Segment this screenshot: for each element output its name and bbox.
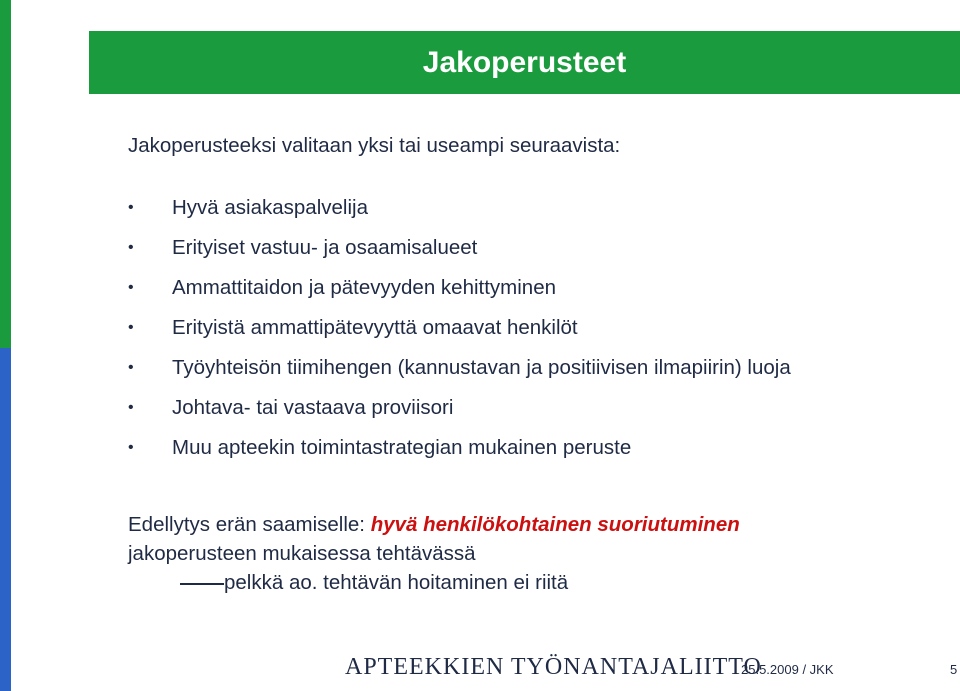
bullet-text: Erityiset vastuu- ja osaamisalueet: [172, 236, 478, 259]
list-item: [128, 312, 791, 352]
slide-title: Jakoperusteet: [422, 45, 627, 79]
list-item: [128, 192, 791, 232]
requirement-line-1: [128, 510, 740, 539]
requirement-line-3: [128, 568, 740, 597]
bullet-text: Erityistä ammattipätevyyttä omaavat henkilöt: [172, 316, 578, 339]
requirement-prefix: Edellytys erän saamiselle:: [128, 513, 371, 536]
page-number: 5: [950, 662, 958, 677]
footer-date-author: 25.5.2009 / JKK: [741, 662, 834, 677]
organization-logo: APTEEKKIEN TYÖNANTAJALIITTO: [345, 654, 762, 680]
requirement-block: [128, 510, 740, 597]
list-item: [128, 232, 791, 272]
bullet-icon: •: [128, 439, 134, 456]
list-item: [128, 392, 791, 432]
title-banner: [89, 31, 960, 94]
dash-icon: [180, 583, 224, 585]
list-item: [128, 272, 791, 312]
requirement-emphasis: hyvä henkilökohtainen suoriutuminen: [370, 513, 740, 536]
requirement-note: pelkkä ao. tehtävän hoitaminen ei riitä: [224, 571, 569, 594]
bullet-icon: •: [128, 279, 134, 296]
bullet-icon: •: [128, 199, 134, 216]
requirement-line-2: jakoperusteen mukaisessa tehtävässä: [128, 542, 476, 565]
bullet-icon: •: [128, 359, 134, 376]
bullet-text: Muu apteekin toimintastrategian mukainen peruste: [172, 436, 632, 459]
bullet-list: [128, 192, 791, 472]
left-accent-bar-blue: [0, 348, 11, 691]
bullet-icon: •: [128, 399, 134, 416]
bullet-icon: •: [128, 239, 134, 256]
list-item: [128, 432, 791, 472]
bullet-icon: •: [128, 319, 134, 336]
bullet-text: Hyvä asiakaspalvelija: [172, 196, 368, 219]
left-accent-bar-green: [0, 0, 11, 348]
bullet-text: Johtava- tai vastaava proviisori: [172, 396, 454, 419]
bullet-text: Työyhteisön tiimihengen (kannustavan ja positiivisen ilmapiirin) luoja: [172, 356, 791, 379]
bullet-text: Ammattitaidon ja pätevyyden kehittyminen: [172, 276, 557, 299]
intro-text: Jakoperusteeksi valitaan yksi tai useampi seuraavista:: [128, 134, 621, 157]
list-item: [128, 352, 791, 392]
